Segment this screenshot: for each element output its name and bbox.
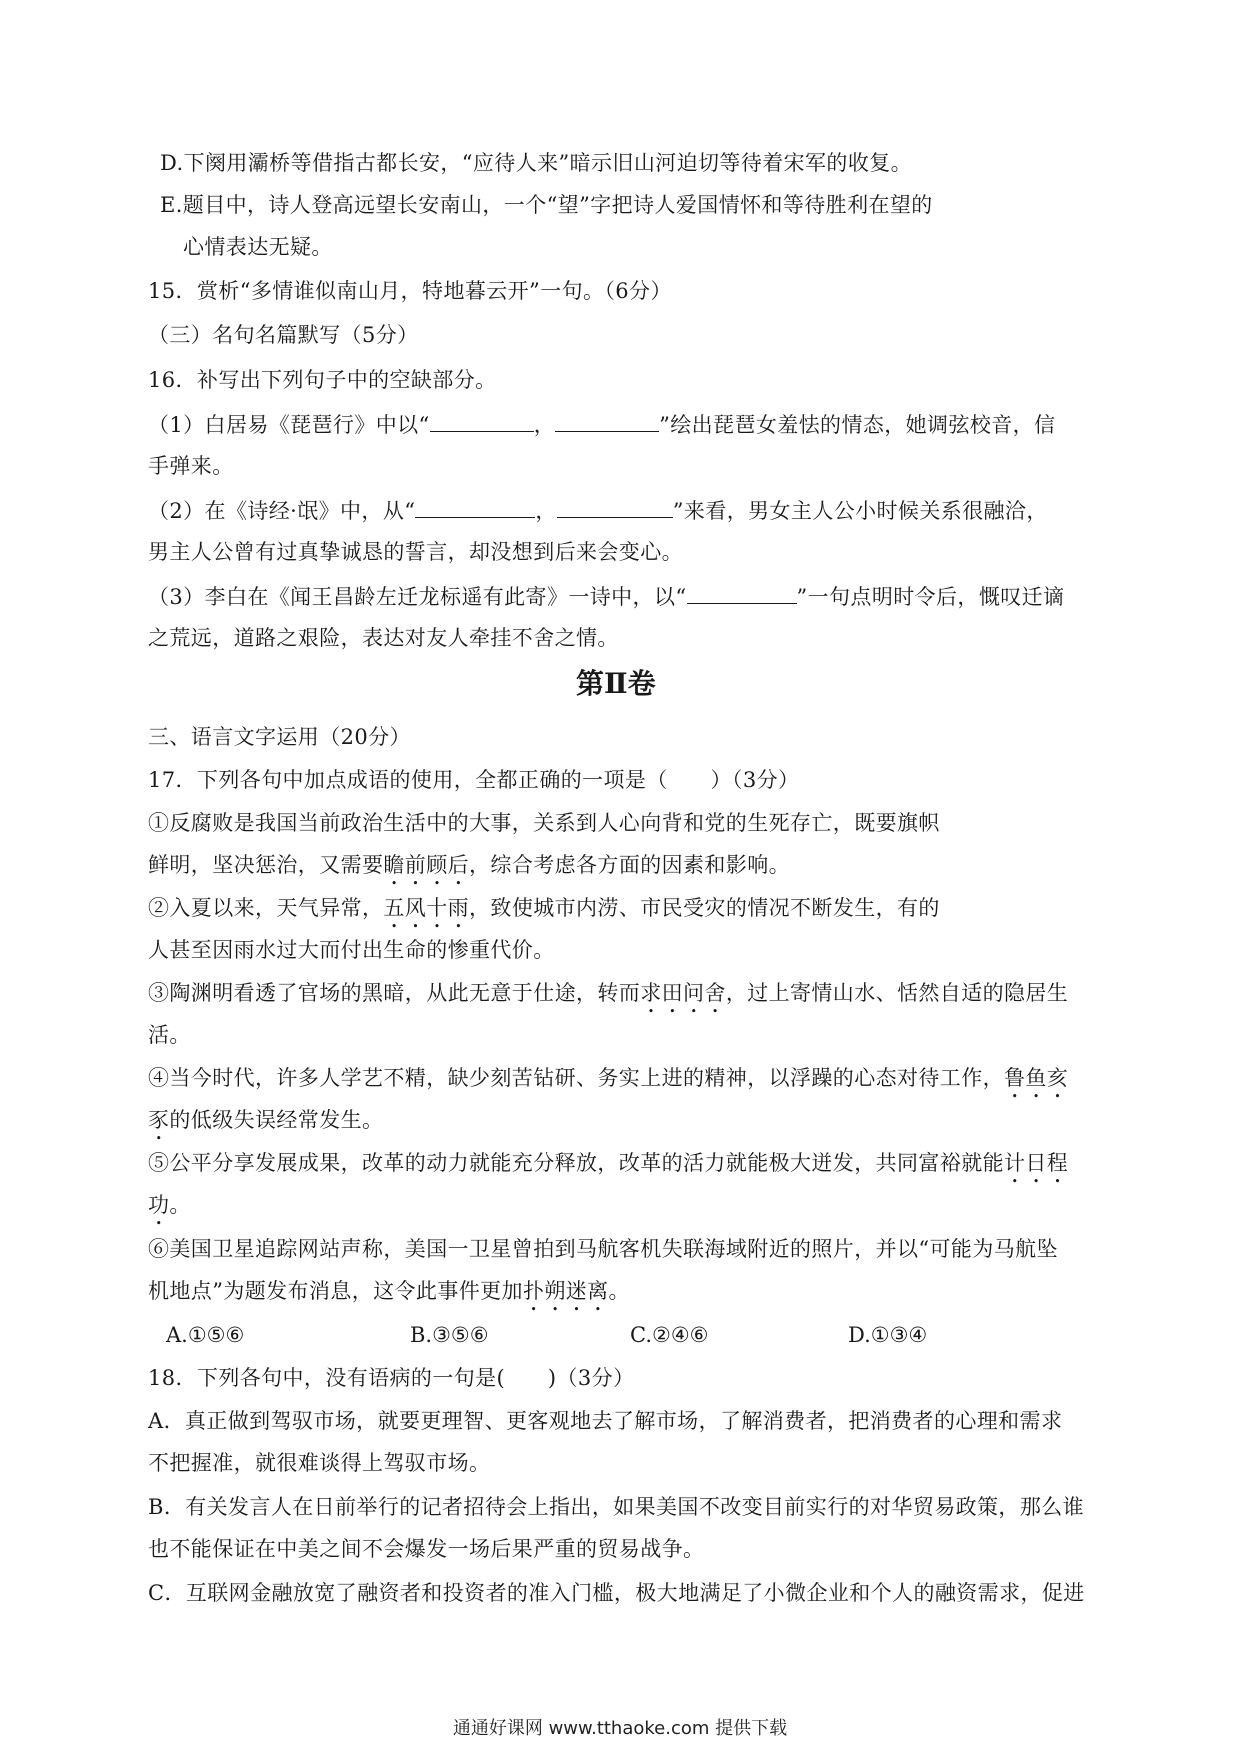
- q18-option-a-line1: A．真正做到驾驭市场，就要更理智、更客观地去了解市场，了解消费者，把消费者的心理和需求: [148, 1409, 1063, 1433]
- q18-option-b-line1: B．有关发言人在日前举行的记者招待会上指出，如果美国不改变目前实行的对华贸易政策，那么谁: [148, 1495, 1085, 1519]
- question-15: 15．赏析“多情谁似南山月，特地暮云开”一句。（6分）: [148, 279, 672, 303]
- dotted-idiom: 计日程: [1004, 1151, 1069, 1175]
- q17-item-5-text: ⑤公平分享发展成果，改革的动力就能充分释放，改革的活力就能极大迸发，共同富裕就能: [148, 1151, 1004, 1175]
- q17-item-3-text: ③陶渊明看透了官场的黑暗，从此无意于仕途，转而: [148, 981, 641, 1005]
- fill-blank[interactable]: [555, 409, 659, 432]
- section-language-heading: 三、语言文字运用（20分）: [148, 725, 411, 749]
- q16-item-1: [148, 409, 1055, 440]
- q16-item-2-text-a: （2）在《诗经·氓》中，从“: [148, 499, 416, 523]
- dotted-idiom: 扑朔迷离: [522, 1279, 609, 1303]
- q17-item-5-text-post: 。: [169, 1193, 191, 1217]
- question-18-stem: 18．下列各句中，没有语病的一句是( )（3分）: [148, 1366, 635, 1390]
- dotted-idiom: 瞻前顾后: [383, 853, 470, 877]
- part-2-title: 第Ⅱ卷: [576, 667, 656, 700]
- dotted-idiom: 功: [148, 1193, 170, 1217]
- dotted-idiom: 五风十雨: [383, 896, 470, 920]
- q17-item-6-text-post: 。: [608, 1279, 630, 1303]
- q17-option-c[interactable]: C.②④⑥: [630, 1323, 709, 1347]
- fill-blank[interactable]: [430, 409, 534, 432]
- q17-item-6-text: 机地点”为题发布消息，这令此事件更加: [148, 1279, 523, 1303]
- q17-item-6-line2: [148, 1276, 630, 1316]
- question-16-stem: 16．补写出下列句子中的空缺部分。: [148, 368, 497, 392]
- q17-item-2-text: ②入夏以来，天气异常，: [148, 896, 384, 920]
- q17-option-a[interactable]: A.①⑤⑥: [166, 1323, 245, 1347]
- q16-item-1-text-b: ，: [533, 413, 556, 437]
- dotted-idiom: 鲁鱼亥: [1004, 1066, 1069, 1090]
- q16-item-1-text-c: ”绘出琵琶女羞怯的情态，她调弦校音，信: [659, 413, 1056, 437]
- q14-option-d: D.下阕用灞桥等借指古都长安，“应待人来”暗示旧山河迫切等待着宋军的收复。: [160, 151, 913, 175]
- q17-item-1-text-post: ，综合考虑各方面的因素和影响。: [469, 853, 791, 877]
- fill-blank[interactable]: [557, 495, 673, 518]
- q17-item-6-line1: ⑥美国卫星追踪网站声称，美国一卫星曾拍到马航客机失联海域附近的照片，并以“可能为马航坠: [148, 1237, 1058, 1261]
- q17-option-b[interactable]: B.③⑤⑥: [410, 1323, 489, 1347]
- q17-item-4-text: ④当今时代，许多人学艺不精，缺少刻苦钻研、务实上进的精神，以浮躁的心态对待工作，: [148, 1066, 1004, 1090]
- dotted-idiom: 求田问舍: [640, 981, 726, 1005]
- q17-item-1-line1: ①反腐败是我国当前政治生活中的大事，关系到人心向背和党的生死存亡，既要旗帜: [148, 811, 940, 835]
- q16-item-3-text-a: （3）李白在《闻王昌龄左迁龙标遥有此寄》一诗中，以“: [148, 585, 687, 609]
- q17-item-1-text: 鲜明，坚决惩治，又需要: [148, 853, 384, 877]
- q18-option-c-line1: C．互联网金融放宽了融资者和投资者的准入门槛，极大地满足了小微企业和个人的融资需求，促进: [148, 1581, 1085, 1605]
- q16-item-2-cont: 男主人公曾有过真挚诚恳的誓言，却没想到后来会变心。: [148, 540, 683, 564]
- dotted-idiom: 豕: [148, 1108, 170, 1132]
- q17-item-2-line2: 人甚至因雨水过大而付出生命的惨重代价。: [148, 938, 555, 962]
- q17-item-3-line2: 活。: [148, 1023, 191, 1047]
- q17-item-4-line2: [148, 1105, 383, 1145]
- q16-item-2-text-b: ，: [535, 499, 557, 523]
- q17-item-2-text-post: ，致使城市内涝、市民受灾的情况不断发生，有的: [469, 896, 940, 920]
- fill-blank[interactable]: [687, 581, 797, 604]
- q17-item-3-text-post: ，过上寄情山水、恬然自适的隐居生: [725, 981, 1069, 1005]
- q17-item-5-line1: [148, 1148, 1068, 1188]
- q16-item-1-text-a: （1）白居易《琵琶行》中以“: [148, 413, 430, 437]
- q17-item-5-line2: [148, 1190, 191, 1230]
- q17-item-1-line2: [148, 850, 790, 890]
- q16-item-1-cont: 手弹来。: [148, 454, 234, 478]
- q17-option-d[interactable]: D.①③④: [848, 1323, 928, 1347]
- q18-option-b-line2: 也不能保证在中美之间不会爆发一场后果严重的贸易战争。: [148, 1537, 705, 1561]
- q16-item-3-text-b: ”一句点明时令后，慨叹迁谪: [796, 585, 1065, 609]
- question-17-stem: 17．下列各句中加点成语的使用，全都正确的一项是（ ）（3分）: [148, 768, 800, 792]
- q14-option-e-line1: E.题目中，诗人登高远望长安南山，一个“望”字把诗人爱国情怀和等待胜利在望的: [160, 193, 933, 217]
- q16-item-3-cont: 之荒远，道路之艰险，表达对友人牵挂不舍之情。: [148, 626, 619, 650]
- q17-item-4-line1: [148, 1063, 1068, 1103]
- q18-option-a-line2: 不把握准，就很难谈得上驾驭市场。: [148, 1451, 491, 1475]
- page-footer: 通通好课网 www.tthaoke.com 提供下载: [452, 1718, 788, 1739]
- q16-item-3: [148, 581, 1064, 612]
- q17-item-3-line1: [148, 978, 1068, 1018]
- q17-item-4-text-post: 的低级失误经常发生。: [169, 1108, 384, 1132]
- q14-option-e-line2: 心情表达无疑。: [183, 235, 333, 259]
- q16-item-2-text-c: ”来看，男女主人公小时候关系很融洽，: [672, 499, 1048, 523]
- section-3-heading: （三）名句名篇默写（5分）: [148, 323, 419, 347]
- q17-item-2-line1: [148, 893, 940, 933]
- q16-item-2: [148, 495, 1048, 526]
- fill-blank[interactable]: [415, 495, 535, 518]
